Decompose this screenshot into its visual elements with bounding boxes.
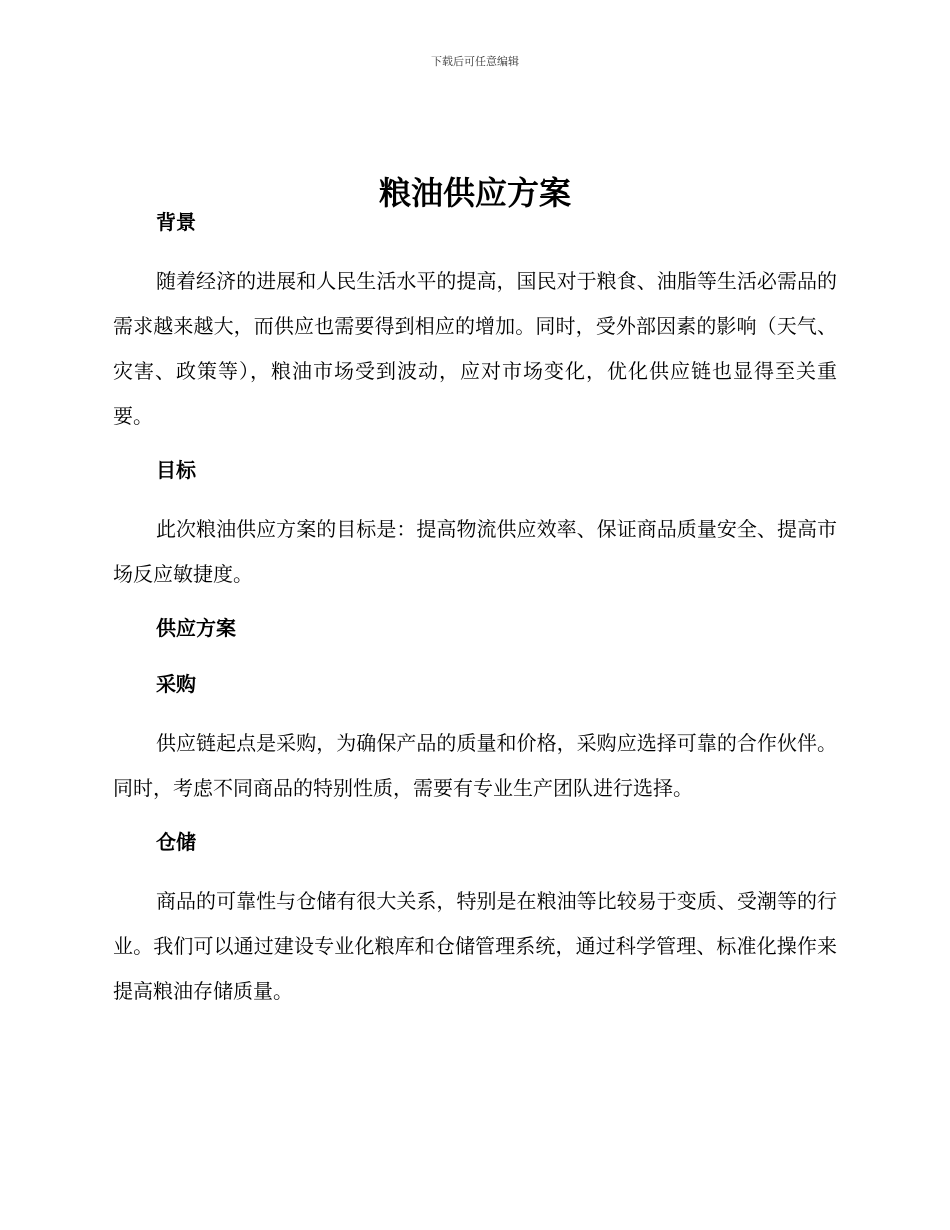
section-heading-goal: 目标 xyxy=(156,458,196,482)
section-paragraph-background: 随着经济的进展和人民生活水平的提高，国民对于粮食、油脂等生活必需品的需求越来越大，而供应也需要得到相应的增加。同时，受外部因素的影响（天气、灾害、政策等），粮油市场受到波动，应对市场变化，优化供应链也显得至关重要。 xyxy=(113,269,837,428)
section-paragraph-storage: 商品的可靠性与仓储有很大关系，特别是在粮油等比较易于变质、受潮等的行业。我们可以通过建设专业化粮库和仓储管理系统，通过科学管理、标准化操作来提高粮油存储质量。 xyxy=(113,889,837,1003)
section-heading-background: 背景 xyxy=(156,210,196,234)
section-plan xyxy=(113,609,837,665)
section-goal xyxy=(113,451,837,609)
page-header-note: 下载后可任意编辑 xyxy=(431,55,519,68)
section-procurement xyxy=(113,665,837,823)
section-paragraph-procurement: 供应链起点是采购，为确保产品的质量和价格，采购应选择可靠的合作伙伴。同时，考虑不同商品的特别性质，需要有专业生产团队进行选择。 xyxy=(113,731,837,800)
section-heading-plan: 供应方案 xyxy=(156,616,236,640)
section-heading-storage: 仓储 xyxy=(156,830,196,854)
section-storage xyxy=(113,823,837,1014)
document-body xyxy=(113,203,837,1014)
section-heading-procurement: 采购 xyxy=(156,672,196,696)
document-title: 粮油供应方案 xyxy=(378,174,571,213)
section-background xyxy=(113,203,837,451)
section-paragraph-goal: 此次粮油供应方案的目标是：提高物流供应效率、保证商品质量安全、提高市场反应敏捷度。 xyxy=(113,517,837,586)
